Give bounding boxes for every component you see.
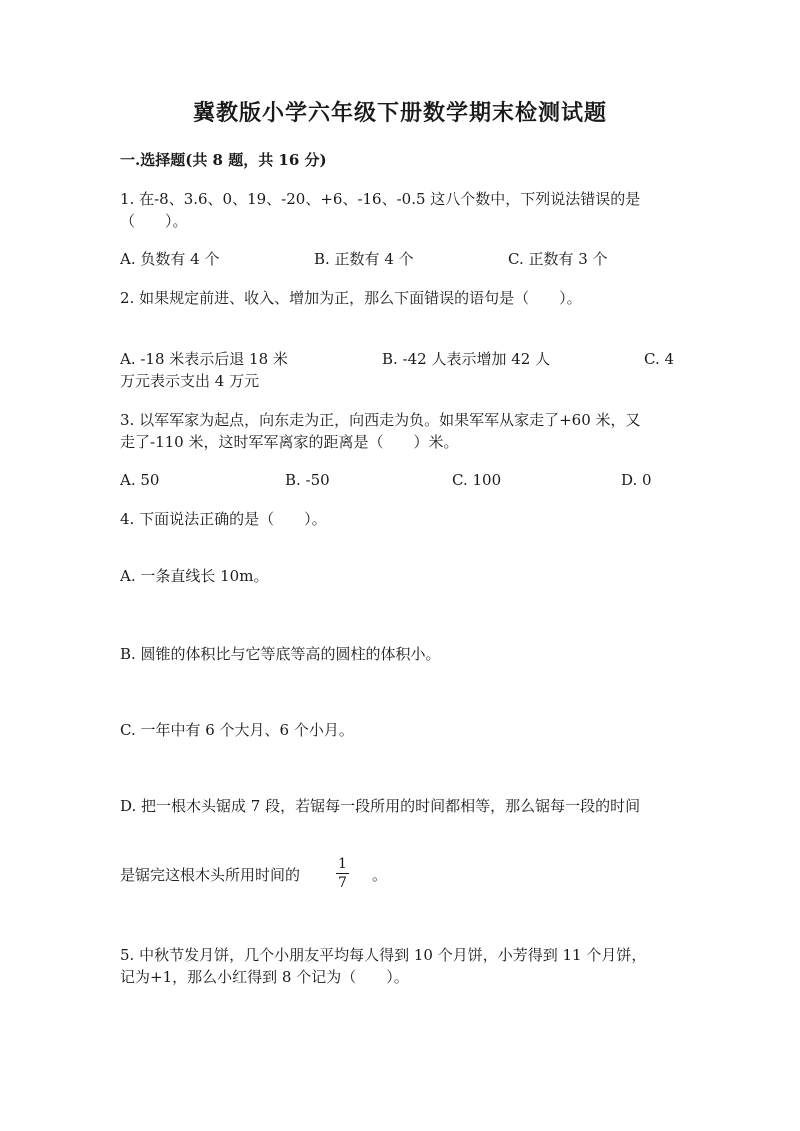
question-1-option-c: C. 正数有 3 个 (508, 250, 608, 268)
fraction-bar (336, 873, 349, 874)
question-3-option-c: C. 100 (452, 471, 502, 489)
question-3-option-b: B. -50 (285, 471, 330, 489)
question-4-option-c: C. 一年中有 6 个大月、6 个小月。 (120, 721, 354, 739)
question-2-option-b: B. -42 人表示增加 42 人 (382, 350, 551, 368)
question-2-option-c: C. 4 (644, 350, 675, 368)
question-2-option-a: A. -18 米表示后退 18 米 (120, 350, 288, 368)
question-5-line-1: 5. 中秋节发月饼，几个小朋友平均每人得到 10 个月饼，小芳得到 11 个月饼， (120, 946, 647, 964)
page-title: 冀教版小学六年级下册数学期末检测试题 (192, 100, 607, 126)
question-2-option-c-cont: 万元表示支出 4 万元 (120, 372, 260, 390)
question-4-option-a: A. 一条直线长 10m。 (120, 567, 269, 585)
fraction (336, 856, 349, 891)
question-4-option-d-line-1: D. 把一根木头锯成 7 段，若锯每一段所用的时间都相等，那么锯每一段的时间 (120, 797, 641, 815)
question-4-line-1: 4. 下面说法正确的是（ ）。 (120, 510, 327, 528)
question-3-option-d: D. 0 (621, 471, 652, 489)
section-heading: 一.选择题(共 8 题，共 16 分) (120, 151, 327, 169)
question-3-option-a: A. 50 (120, 471, 160, 489)
question-3-line-1: 3. 以军军家为起点，向东走为正，向西走为负。如果军军从家走了+60 米，又 (120, 411, 641, 429)
fraction-numerator: 1 (338, 856, 347, 872)
question-1-option-b: B. 正数有 4 个 (314, 250, 414, 268)
question-1-line-1: 1. 在-8、3.6、0、19、-20、+6、-16、-0.5 这八个数中，下列说法错误的是 (120, 190, 641, 208)
question-4-option-b: B. 圆锥的体积比与它等底等高的圆柱的体积小。 (120, 645, 441, 663)
question-4-option-d-line-2: 是锯完这根木头所用时间的 (120, 866, 301, 884)
question-5-line-2: 记为+1，那么小红得到 8 个记为（ ）。 (120, 968, 409, 986)
question-1-option-a: A. 负数有 4 个 (120, 250, 220, 268)
question-3-line-2: 走了-110 米，这时军军离家的距离是（ ）米。 (120, 433, 459, 451)
fraction-denominator: 7 (338, 875, 347, 891)
question-1-line-2: （ ）。 (120, 212, 188, 230)
question-2-line-1: 2. 如果规定前进、收入、增加为正，那么下面错误的语句是（ ）。 (120, 289, 582, 307)
question-4-option-d-end: 。 (372, 866, 388, 884)
